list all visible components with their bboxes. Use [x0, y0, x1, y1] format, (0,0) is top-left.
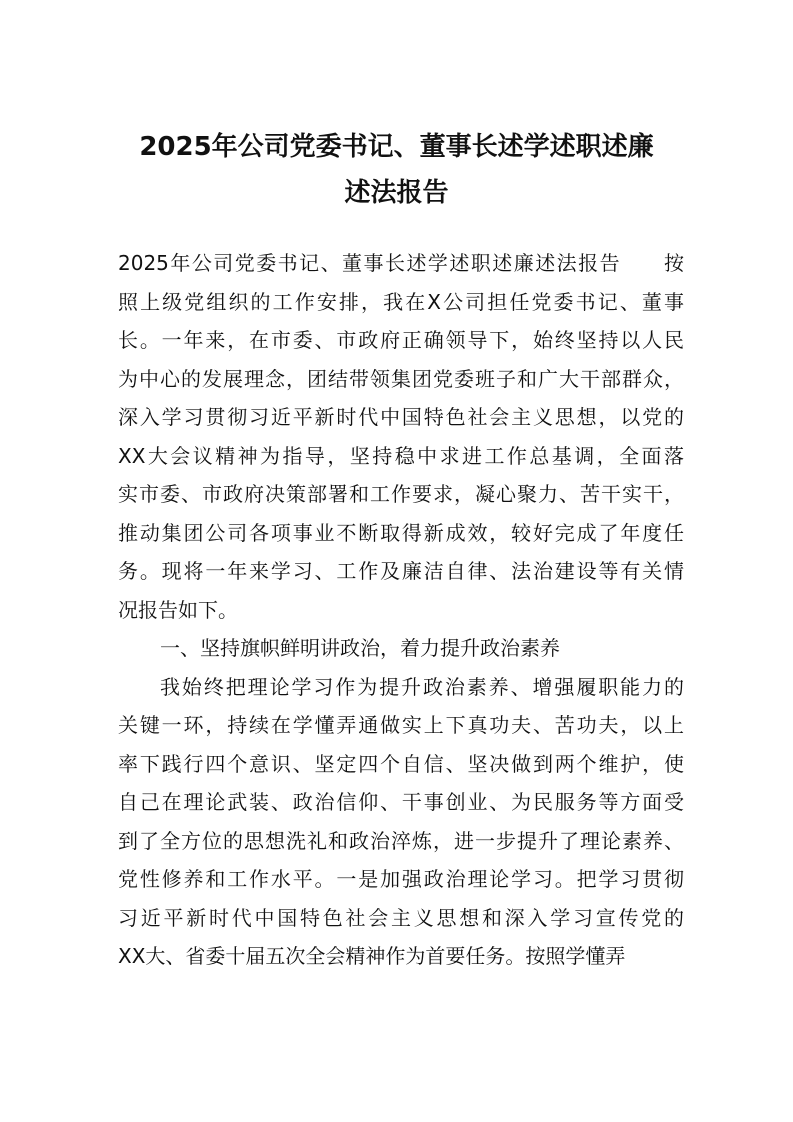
paragraph-line: 2025年公司党委书记、董事长述学述职述廉述法报告 按 [118, 251, 684, 275]
section-heading [118, 629, 684, 668]
paragraph-line: 党性修养和工作水平。一是加强政治理论学习。把学习贯彻 [118, 867, 684, 891]
paragraph-line: 况报告如下。 [118, 597, 238, 622]
paragraph-line: 习近平新时代中国特色社会主义思想和深入学习宣传党的 [118, 905, 684, 930]
paragraph [118, 668, 684, 976]
title-line-1: 2025年公司党委书记、董事长述学述职述廉 [139, 132, 654, 162]
paragraph-line: XX大会议精神为指导，坚持稳中求进工作总基调，全面落 [118, 443, 684, 468]
paragraph-line: 我始终把理论学习作为提升政治素养、增强履职能力的 [160, 674, 684, 699]
paragraph-line: 为中心的发展理念，团结带领集团党委班子和广大干部群众， [118, 366, 684, 391]
paragraph-line: 实市委、市政府决策部署和工作要求，凝心聚力、苦干实干， [118, 482, 684, 506]
title-line-2: 述法报告 [344, 178, 449, 208]
paragraph-line: 率下践行四个意识、坚定四个自信、坚决做到两个维护，使 [118, 751, 684, 776]
paragraph-line: 关键一环，持续在学懂弄通做实上下真功夫、苦功夫，以上 [118, 713, 684, 737]
paragraph-line: 照上级党组织的工作安排，我在X公司担任党委书记、董事 [118, 289, 684, 314]
document-body [118, 244, 684, 976]
heading-text: 一、坚持旗帜鲜明讲政治，着力提升政治素养 [160, 636, 560, 660]
paragraph-line: 长。一年来，在市委、市政府正确领导下，始终坚持以人民 [118, 328, 684, 352]
paragraph [118, 244, 684, 629]
paragraph-line: 推动集团公司各项事业不断取得新成效，较好完成了年度任 [118, 520, 684, 545]
paragraph-line: XX大、省委十届五次全会精神作为首要任务。按照学懂弄 [118, 944, 626, 968]
paragraph-line: 务。现将一年来学习、工作及廉洁自律、法治建设等有关情 [118, 559, 684, 583]
paragraph-line: 深入学习贯彻习近平新时代中国特色社会主义思想，以党的 [118, 405, 684, 429]
paragraph-line: 自己在理论武装、政治信仰、干事创业、为民服务等方面受 [118, 790, 684, 814]
title-block [0, 124, 793, 216]
paragraph-line: 到了全方位的思想洗礼和政治淬炼，进一步提升了理论素养、 [118, 828, 684, 853]
